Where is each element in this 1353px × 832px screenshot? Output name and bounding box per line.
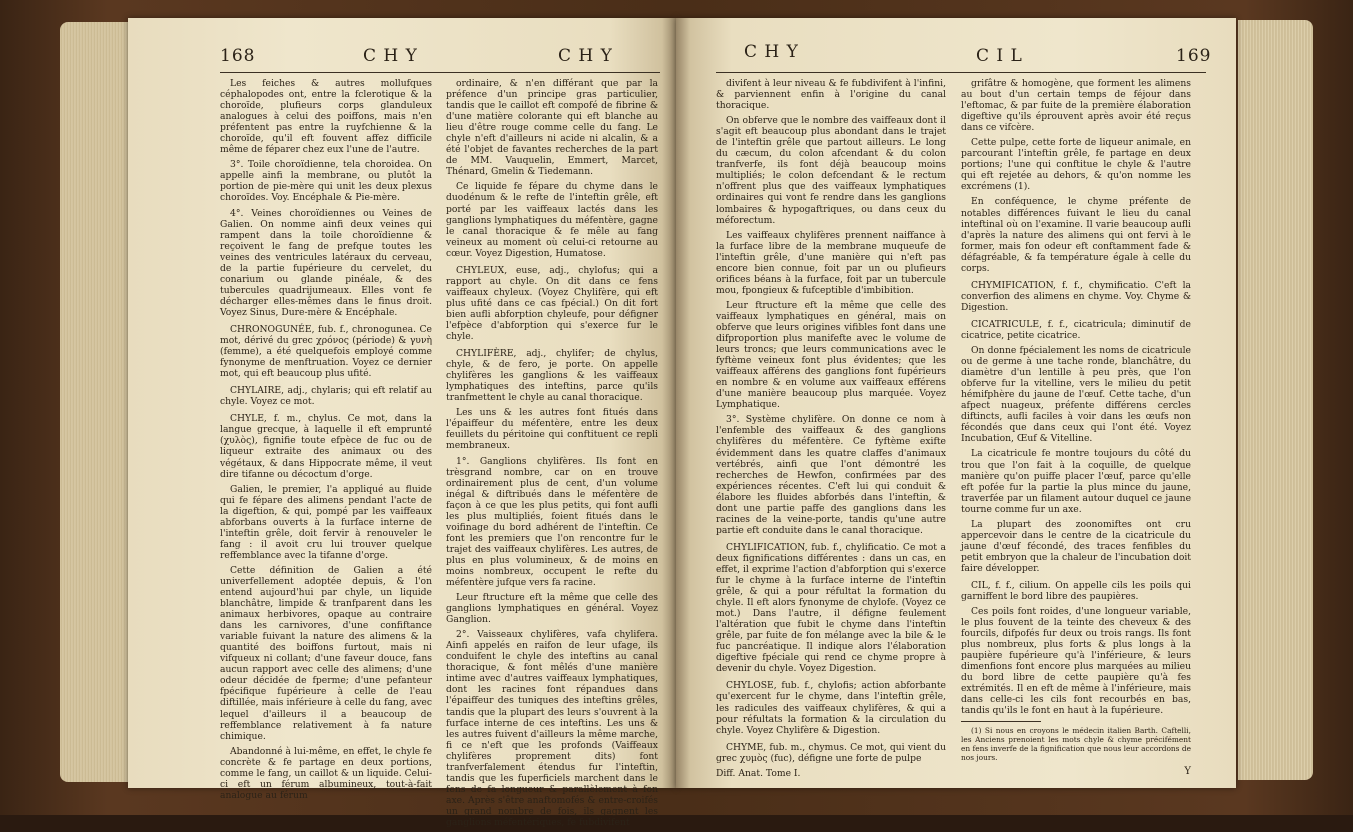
paragraph: 3°. Système chylifère. On donne ce nom à l'enfemble des vaiffeaux & des ganglions chylifères du méfentère. Ce fyftème exifte évidemment dans les quatre claffes d'animaux vertébrés, ainfi que l'ont démontré les recherches de Hewfon, confirmées par des expériences récentes. C'eft lui qui conduit & élabore les fluides abforbés dans l'inteftin, & dont une partie paffe des ganglions dans les racines de la veine-porte, tandis qu'une autre partie eft conduite dans le canal thoracique. bbox=[716, 414, 946, 536]
paragraph: Les vaiffeaux chylifères prennent naiffance à la furface libre de la membrane muqueufe de l'inteftin grêle, d'une manière qui n'eft pas encore bien connue, foit par un ou plufieurs orifices béans à la furface, foit par un tubercule mou, fpongieux & fufceptible d'imbibition. bbox=[716, 229, 946, 296]
left-column-2 bbox=[446, 78, 658, 832]
entry-cicatricule: CICATRICULE, f. f., cicatricula; diminutif de cicatrice, petite cicatrice. bbox=[961, 318, 1191, 341]
right-running-head-left: C H Y bbox=[744, 42, 799, 62]
paragraph: Galien, le premier, l'a appliqué au fluide qui fe fépare des alimens pendant l'acte de la digeftion, & qui, pompé par les vaiffeaux abforbans ouverts à la furface interne de l'inteftin grêle, doit fervir à renouveler le fang : il avoit cru lui trouver quelque reffemblance avec la tifanne d'orge. bbox=[220, 483, 432, 561]
right-running-head: C I L bbox=[976, 46, 1023, 66]
entry-chyleux: CHYLEUX, euse, adj., chylofus; qui a rapport au chyle. On dit dans ce fens vaiffeaux chyleux. (Voyez Chylifère, qui eft plus ufité dans ce cas fpécial.) On dit fort bien aufli abforption chyleufe, pour défigner l'efpèce d'abforption qui s'exerce fur le chyle. bbox=[446, 264, 658, 343]
left-running-head: C H Y bbox=[363, 46, 418, 66]
right-column-2 bbox=[961, 78, 1191, 777]
left-running-head-spill: C H Y bbox=[558, 46, 613, 66]
paragraph: Leur ftructure eft la même que celle des vaiffeaux lymphatiques en général, mais on obferve que leurs origines vifibles font dans une difproportion plus manifefte avec le volume de leurs troncs; que leurs communications avec le fyftème veineux font plus évidentes; que les vaiffeaux afférens des ganglions font fupérieurs en nombre & en volume aux vaiffeaux efférens d'une manière beaucoup plus marquée. Voyez Lymphatique. bbox=[716, 299, 946, 411]
paragraph: grifâtre & homogène, que forment les alimens au bout d'un certain temps de féjour dans l'eftomac, & par fuite de la première élaboration digeftive qu'ils éprouvent après avoir été reçus dans ce vifcère. bbox=[961, 78, 1191, 134]
paragraph: Ce liquide fe fépare du chyme dans le duodénum & le refte de l'inteftin grêle, eft porté par les vaiffeaux lactés dans les ganglions lymphatiques du méfentère, gagne le canal thoracique & fe mêle au fang veineux au moment où celui-ci retourne au cœur. Voyez Digestion, Humatose. bbox=[446, 181, 658, 259]
paragraph: divifent à leur niveau & fe fubdivifent à l'infini, & parviennent enfin à l'origine du canal thoracique. bbox=[716, 78, 946, 112]
right-head-rule bbox=[716, 72, 1206, 73]
paragraph: Cette pulpe, cette forte de liqueur animale, en parcourant l'inteftin grêle, fe partage en deux portions; l'une qui conftitue le chyle & l'autre qui eft rejetée au dehors, & qu'on nomme les excrémens (1). bbox=[961, 137, 1191, 193]
paragraph: 4°. Veines choroïdiennes ou Veines de Galien. On nomme ainfi deux veines qui rampent dans la toile choroïdienne & reçoivent le fang de prefque toutes les veines des ventricules latéraux du cerveau, de la partie fupérieure du cervelet, du conarium ou glande pinéale, & des tubercules quadrijumeaux. Elles vont fe décharger elles-mêmes dans le finus droit. Voyez Sinus, Dure-mère & Encéphale. bbox=[220, 207, 432, 318]
left-page bbox=[128, 18, 676, 828]
paragraph: ordinaire, & n'en différant que par la préfence d'un principe gras particulier, tandis que le caillot eft compofé de fibrine & d'une matière colorante qui eft blanche au lieu d'être rouge comme celle du fang. Le chyle n'eft d'ailleurs ni acide ni alcalin, & a été l'objet de favantes recherches de la part de MM. Vauquelin, Emmert, Marcet, Thénard, Gmelin & Tiedemann. bbox=[446, 78, 658, 178]
paragraph: La cicatricule fe montre toujours du côté du trou que l'on fait à la coquille, de quelque manière qu'on puiffe placer l'œuf, parce qu'elle eft pofée fur la partie la plus mince du jaune, traverfée par un filament autour duquel ce jaune tourne comme fur un axe. bbox=[961, 448, 1191, 515]
paragraph: Ces poils font roides, d'une longueur variable, le plus fouvent de la teinte des cheveux & des fourcils, difpofés fur deux ou trois rangs. Ils font plus nombreux, plus forts & plus longs à la paupière fupérieure qu'à l'inférieure, & leurs dimenfions font encore plus marquées au milieu du bord libre de cette paupière qu'à fes extrémités. Il en eft de même à l'inférieure, mais dans celle-ci les cils font recourbés en bas, tandis qu'ils le font en haut à la fupérieure. bbox=[961, 606, 1191, 717]
entry-chymification: CHYMIFICATION, f. f., chymificatio. C'eft la converfion des alimens en chyme. Voy. Chyme & Digestion. bbox=[961, 279, 1191, 313]
book-gutter bbox=[662, 18, 690, 788]
entry-chylifere: CHYLIFÈRE, adj., chylifer; de chylus, chyle, & de fero, je porte. On appelle chylifères les ganglions & les vaiffeaux lymphatiques des inteftins, parce qu'ils tranfmettent le chyle au canal thoracique. bbox=[446, 348, 658, 404]
left-page-edges bbox=[60, 22, 130, 782]
right-page-number: 169 bbox=[1176, 46, 1212, 66]
paragraph: On donne fpécialement les noms de cicatricule ou de germe à une tache ronde, blanchâtre, du diamètre d'un lentille à peu près, que l'on obferve fur la vitelline, vers le milieu du petit hémifphère du jaune de l'œuf. Cette tache, d'un afpect nuageux, préfente différens cercles diftincts, aufli faciles à voir dans les œufs non fécondés que dans ceux qui l'ont été. Voyez Incubation, Œuf & Vitelline. bbox=[961, 345, 1191, 445]
paragraph: La plupart des zoonomiftes ont cru appercevoir dans le centre de la cicatricule du jaune d'œuf fécondé, des traces fenfibles du petit embryon que la chaleur de l'incubation doit faire développer. bbox=[961, 518, 1191, 574]
entry-chylification: CHYLIFICATION, fub. f., chylificatio. Ce mot a deux fignifications différentes : dans un cas, en effet, il exprime l'action d'abforption qui s'exerce fur le chyme à la furface interne de l'inteftin grêle, & qui a pour réfultat la formation du chyle. Il eft alors fynonyme de chylofe. (Voyez ce mot.) Dans l'autre, il défigne feulement l'altération que fubit le chyme dans l'inteftin grêle, par fuite de fon mélange avec la bile & le fuc pancréatique. Il indique alors l'élaboration digeftive fpéciale qui rend ce chyme propre à devenir du chyle. Voyez Digestion. bbox=[716, 541, 946, 675]
entry-chylaire: CHYLAIRE, adj., chylaris; qui eft relatif au chyle. Voyez ce mot. bbox=[220, 385, 432, 408]
right-page-edges bbox=[1238, 20, 1313, 780]
left-head-rule bbox=[220, 72, 660, 73]
left-column-1 bbox=[220, 78, 432, 805]
entry-chyme: CHYME, fub. m., chymus. Ce mot, qui vient du grec χυμὸς (fuc), défigne une forte de pulpe bbox=[716, 741, 946, 764]
entry-chronogunee: CHRONOGUNÉE, fub. f., chronogunea. Ce mot, dérivé du grec χρόνος (période) & γυνὴ (femme), a été quelquefois employé comme fynonyme de menftruation. Voyez ce dernier mot, qui eft beaucoup plus ufité. bbox=[220, 323, 432, 380]
right-page bbox=[676, 18, 1236, 788]
footer-volume-label: Diff. Anat. Tome I. bbox=[716, 767, 801, 779]
paragraph: Abandonné à lui-même, en effet, le chyle fe concrète & fe partage en deux portions, comme le fang, un caillot & un liquide. Celui-ci eft un férum albumineux, tout-à-fait analogue au férum bbox=[220, 745, 432, 801]
entry-cil: CIL, f. f., cilium. On appelle cils les poils qui garniffent le bord libre des paupières. bbox=[961, 579, 1191, 603]
paragraph: Les feiches & autres mollufques céphalopodes ont, entre la fclerotique & la choroïde, plufieurs corps glanduleux analogues à celui des poiffons, mais n'en préfentent pas entre la ruyfchienne & la choroïde, qu'il eft fouvent affez difficile même de féparer chez eux l'une de l'autre. bbox=[220, 78, 432, 156]
paragraph: 1°. Ganglions chylifères. Ils font en trèsgrand nombre, car on en trouve ordinairement plus de cent, d'un volume inégal & diftribués dans le méfentère de façon à ce que les plus petits, qui font aufli les plus multipliés, foient fitués dans le voifinage du bord adhérent de l'inteftin. Ce font les premiers que l'on rencontre fur le trajet des vaiffeaux chylifères. Les autres, de plus en plus volumineux, & de moins en moins nombreux, occupent le refte du méfentère jufque vers fa racine. bbox=[446, 455, 658, 589]
paragraph: Les uns & les autres font fitués dans l'épaiffeur du méfentère, entre les deux feuillets du péritoine qui conftituent ce repli membraneux. bbox=[446, 407, 658, 452]
entry-chyle: CHYLE, f. m., chylus. Ce mot, dans la langue grecque, à laquelle il eft emprunté (χυλὸς), fignifie toute efpèce de fuc ou de liqueur extraite des animaux ou des végétaux, & dans Hippocrate même, il veut dire tifanne ou décoctum d'orge. bbox=[220, 413, 432, 480]
paragraph: 2°. Vaisseaux chylifères, vafa chylifera. Ainfi appelés en raifon de leur ufage, ils conduifent le chyle des inteftins au canal thoracique, & font mêlés d'une manière intime avec d'autres vaiffeaux lymphatiques, dont les racines font répandues dans l'épaiffeur des tuniques des inteftins grêles, tandis que la plupart des leurs s'ouvrent à la furface interne de ces inteftins. Les uns & les autres fuivent d'ailleurs la même marche, fi ce n'eft que les profonds (Vaiffeaux chylifères proprement dits) font tranfverfalement étendus fur l'inteftin, tandis que les fuperficiels marchent dans le fens de fa longueur & parallèlement à fon axe. Après s'être anaftomofés & entre-croifés un grand nombre de fois, ils gagnent les ganglions méfentériques, fe fubdivifent bbox=[446, 629, 658, 828]
right-column-1 bbox=[716, 78, 946, 783]
paragraph: En conféquence, le chyme préfente de notables différences fuivant le lieu du canal inteftinal où on l'examine. Il varie beaucoup aufli d'après la nature des alimens qui ont fervi à le former, mais fon odeur eft conftamment fade & défagréable, & fa température égale à celle du corps. bbox=[961, 196, 1191, 274]
footnote-rule bbox=[961, 721, 1041, 722]
paragraph: Leur ftructure eft la même que celle des ganglions lymphatiques en général. Voyez Ganglion. bbox=[446, 592, 658, 626]
paragraph: On obferve que le nombre des vaiffeaux dont il s'agit eft beaucoup plus abondant dans le trajet de l'inteftin grêle que partout ailleurs. Le long du cæcum, du colon afcendant & du colon tranfverfe, ils font déjà beaucoup moins multipliés; le colon defcendant & le rectum n'offrent plus que des vaiffeaux lymphatiques ordinaires qui vont fe rendre dans les ganglions lombaires & hypogaftriques, ou dans ceux du méforectum. bbox=[716, 115, 946, 226]
footnote: (1) Si nous en croyons le médecin italien Barth. Caftelli, les Anciens prenoient les mots chyle & chyme précifément en fens inverfe de la fignification que nous leur accordons de nos jours. bbox=[961, 725, 1191, 762]
signature-mark: Y bbox=[1184, 765, 1191, 777]
paragraph: 3°. Toile choroïdienne, tela choroidea. On appelle ainfi la membrane, ou plutôt la portion de pie-mère qui unit les deux plexus choroïdes. Voy. Encéphale & Pie-mère. bbox=[220, 159, 432, 204]
left-page-number: 168 bbox=[220, 46, 256, 66]
paragraph: Cette définition de Galien a été univerfellement adoptée depuis, & l'on entend aujourd'hui par chyle, un liquide blanchâtre, limpide & tranfparent dans les animaux herbivores, opaque au contraire dans les carnivores, d'une confiftance variable fuivant la nature des alimens & la quantité des boiffons furtout, mais ni vifqueux ni collant; d'une faveur douce, fans aucun rapport avec celle des alimens; d'une odeur décidée de fperme; d'une pefanteur fpécifique fupérieure à celle de l'eau diftillée, mais inférieure à celle du fang, avec lequel d'ailleurs il a beaucoup de reffemblance relativement à fa nature chimique. bbox=[220, 564, 432, 742]
entry-chylose: CHYLOSE, fub. f., chylofis; action abforbante qu'exercent fur le chyme, dans l'inteftin grêle, les radicules des vaiffeaux chylifères, & qui a pour réfultats la formation & la circulation du chyle. Voyez Chylifère & Digestion. bbox=[716, 680, 946, 736]
